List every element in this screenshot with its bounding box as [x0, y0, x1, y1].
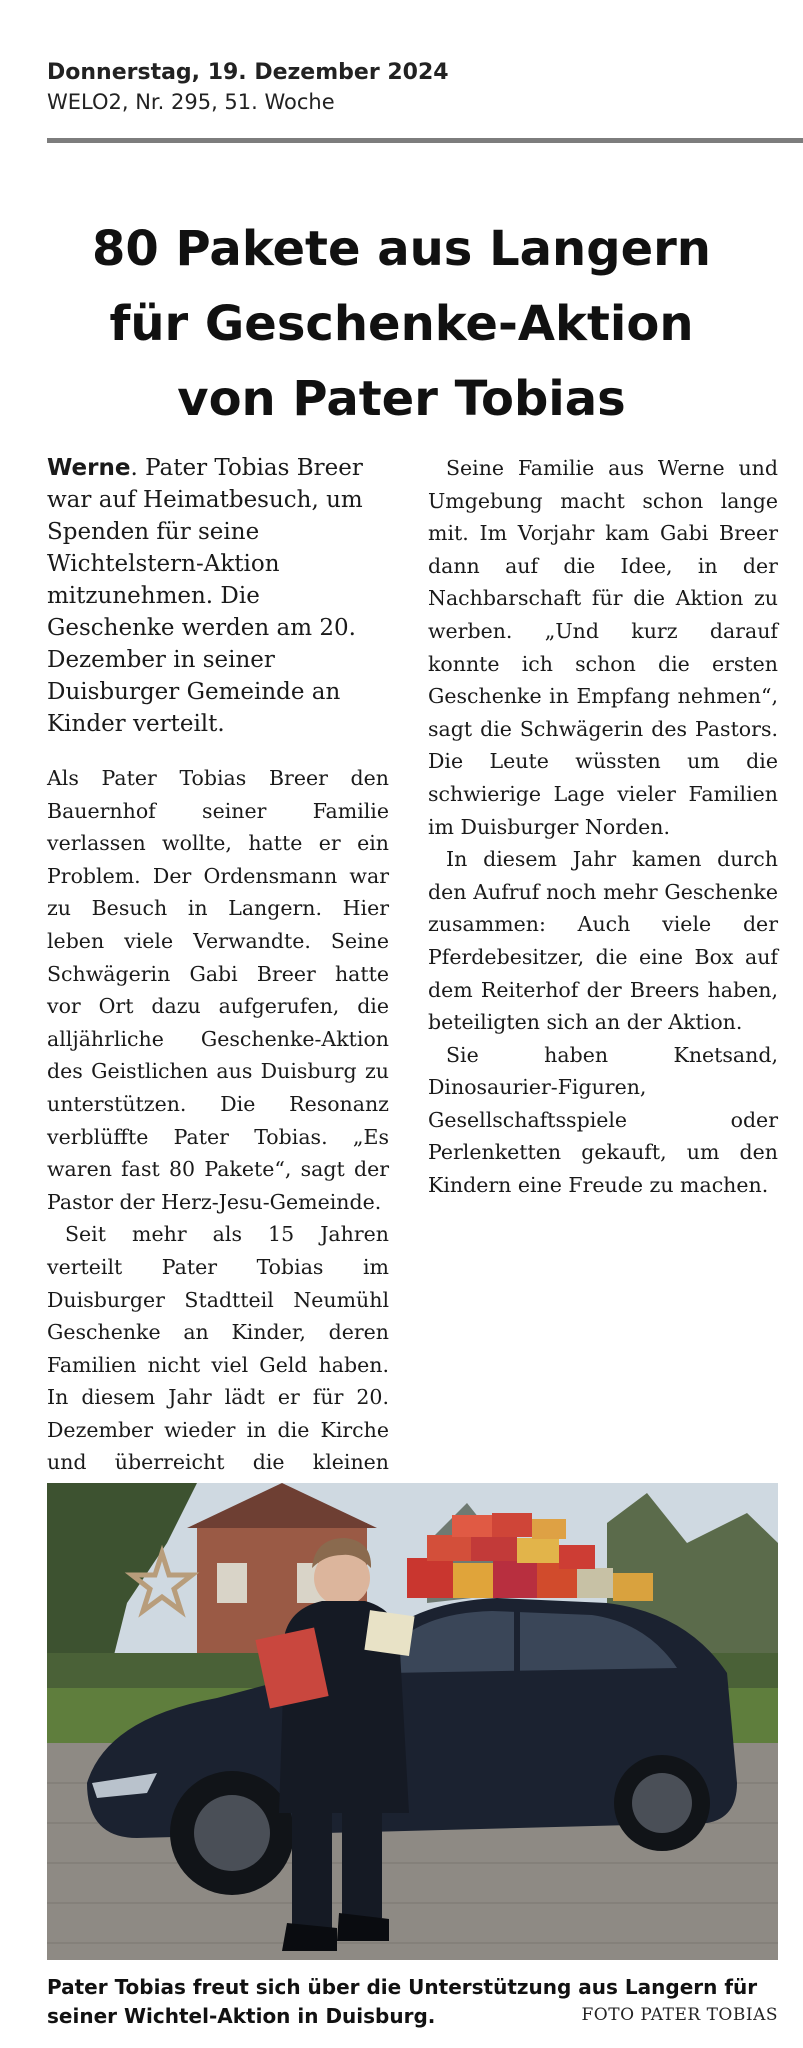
- body-paragraph-4: In diesem Jahr kamen durch den Aufruf noch mehr Geschenke zusammen: Auch viele der Pferdebesitzer, die eine Box auf dem Reiterhof der Breers haben, beteiligten sich an der Aktion.: [428, 847, 778, 1035]
- body-paragraph-1: Als Pater Tobias Breer den Bauernhof seiner Familie verlassen wollte, hatte er ein Problem. Der Ordensmann war zu Besuch in Langern. Hier leben viele Verwandte. Seine Schwägerin Gabi Breer hatte vor Ort dazu aufgerufen, die alljährliche Geschenke-Aktion des Geistlichen aus Duisburg zu unterstützen. Die Resonanz verblüffte Pater Tobias. „Es waren fast 80 Pakete“, sagt der Pastor der Herz-Jesu-Gemeinde.: [47, 766, 389, 1214]
- article-column-left: [47, 452, 389, 1609]
- page-header: [47, 58, 449, 116]
- edition-info: WELO2, Nr. 295, 51. Woche: [47, 90, 335, 114]
- photo-illustration: [47, 1483, 778, 1960]
- issue-date: Donnerstag, 19. Dezember 2024: [47, 60, 449, 85]
- dateline-place: Werne: [47, 455, 131, 481]
- body-paragraph-5: Sie haben Knetsand, Dinosaurier-Figuren, Gesellschaftsspiele oder Perlenketten gekauft, um den Kindern eine Freude zu machen.: [428, 1042, 778, 1198]
- body-paragraph-3: Seine Familie aus Werne und Umgebung macht schon lange mit. Im Vorjahr kam Gabi Breer dann auf die Idee, in der Nachbarschaft für die Aktion zu werben. „Und kurz darauf konnte ich schon die ersten Geschenke in Empfang nehmen“, sagt die Schwägerin des Pastors. Die Leute wüssten um die schwierige Lage vieler Familien im Duisburger Norden.: [428, 456, 778, 839]
- article-lead: [47, 452, 389, 740]
- photo-credit: FOTO PATER TOBIAS: [581, 2005, 778, 2025]
- headline-line-2: für Geschenke-Aktion: [109, 296, 694, 352]
- header-divider: [47, 138, 803, 143]
- article-column-right: [428, 452, 778, 1202]
- headline-line-1: 80 Pakete aus Langern: [92, 221, 711, 277]
- headline-line-3: von Pater Tobias: [177, 371, 626, 427]
- photo-caption: Pater Tobias freut sich über die Unterstützung aus Langern für seiner Wichtel-Aktion in Duisburg.: [47, 1975, 758, 2028]
- lead-text: . Pater Tobias Breer war auf Heimatbesuch, um Spenden für seine Wichtelstern-Aktion mitzunehmen. Die Geschenke werden am 20. Dezember in seiner Duisburger Gemeinde an Kinder verteilt.: [47, 455, 363, 737]
- article-photo: [47, 1483, 778, 1960]
- body-paragraph-2: Seit mehr als 15 Jahren verteilt Pater Tobias im Duisburger Stadtteil Neumühl Geschenke an Kinder, deren Familien nicht viel Geld haben. In diesem Jahr lädt er für 20. Dezember wieder in die Kirche und überreicht die kleinen: [47, 1222, 389, 1475]
- article-headline: [30, 212, 773, 437]
